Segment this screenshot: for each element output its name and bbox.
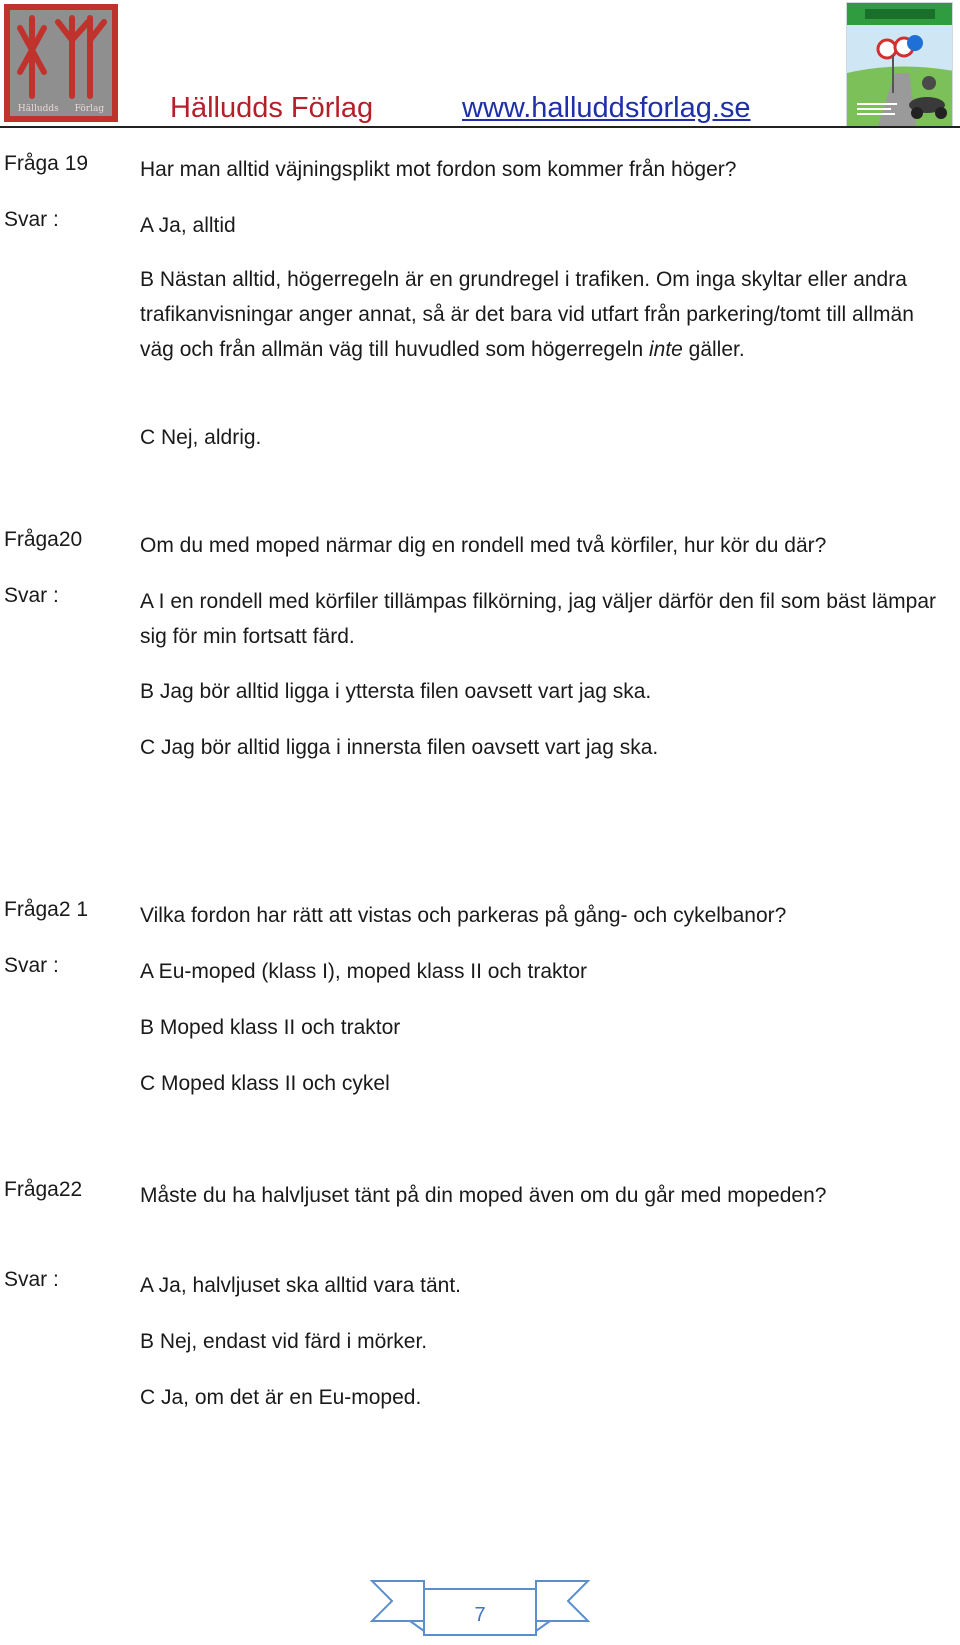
rune-icon: [10, 10, 112, 102]
answer-option-b-22: B Nej, endast vid färd i mörker.: [140, 1330, 428, 1353]
answer-option-c-21: C Moped klass II och cykel: [140, 1072, 390, 1095]
answer-label-19: Svar :: [4, 208, 59, 231]
publisher-name: Hälludds Förlag: [170, 92, 374, 124]
question-label-22: Fråga22: [4, 1178, 83, 1201]
answer-option-b-19: [140, 262, 940, 367]
answer-option-a-21: A Eu-moped (klass I), moped klass II och traktor: [140, 960, 588, 983]
logo-caption: [10, 102, 112, 116]
answer-option-c-19: C Nej, aldrig.: [140, 426, 262, 449]
answer-option-b-21: B Moped klass II och traktor: [140, 1016, 401, 1039]
logo-rune-panel: [10, 10, 112, 116]
answer-option-c-22: C Ja, om det är en Eu-moped.: [140, 1386, 422, 1409]
answer-option-c-20: C Jag bör alltid ligga i innersta filen oavsett vart jag ska.: [140, 736, 659, 759]
book-cover-image: [846, 2, 953, 128]
answer-option-a-20: A I en rondell med körfiler tillämpas filkörning, jag väljer därför den fil som bäst lämpar sig för min fortsatt färd.: [140, 590, 937, 648]
answer-label-20: Svar :: [4, 584, 59, 607]
question-label-21: Fråga2 1: [4, 898, 89, 921]
question-label-19: Fråga 19: [4, 152, 89, 175]
question-text-20: Om du med moped närmar dig en rondell med två körfiler, hur kör du där?: [140, 534, 827, 557]
question-text-19: Har man alltid väjningsplikt mot fordon som kommer från höger?: [140, 158, 737, 181]
moped-illustration: [847, 3, 953, 128]
page-number: 7: [474, 1604, 486, 1626]
question-text-22: Måste du ha halvljuset tänt på din moped även om du går med mopeden?: [140, 1184, 827, 1207]
answer-b-emphasis: inte: [648, 338, 683, 361]
ribbon-banner-icon: [370, 1575, 590, 1639]
logo-caption-left: Hälludds: [17, 104, 59, 114]
page-number-badge: [370, 1575, 590, 1639]
answer-b-text: B Nästan alltid, högerregeln är en grundregel i trafiken. Om inga skyltar eller andra trafikanvisningar anger annat, så är det bara vid utfart från parkering/tomt till allmän väg och från allmän väg till huvudled som högerregeln: [140, 268, 914, 361]
answer-b-end: gäller.: [682, 338, 745, 361]
publisher-logo: [4, 4, 118, 122]
publisher-website-link[interactable]: www.halluddsforlag.se: [462, 92, 751, 124]
logo-caption-right: Förlag: [74, 104, 105, 114]
answer-label-22: Svar :: [4, 1268, 59, 1291]
answer-label-21: Svar :: [4, 954, 59, 977]
answer-option-b-20: B Jag bör alltid ligga i yttersta filen oavsett vart jag ska.: [140, 680, 652, 703]
answer-option-a-22: A Ja, halvljuset ska alltid vara tänt.: [140, 1274, 461, 1297]
question-label-20: Fråga20: [4, 528, 83, 551]
answer-option-a-19: A Ja, alltid: [140, 214, 236, 237]
question-text-21: Vilka fordon har rätt att vistas och parkeras på gång- och cykelbanor?: [140, 904, 787, 927]
header-divider: [0, 126, 960, 128]
